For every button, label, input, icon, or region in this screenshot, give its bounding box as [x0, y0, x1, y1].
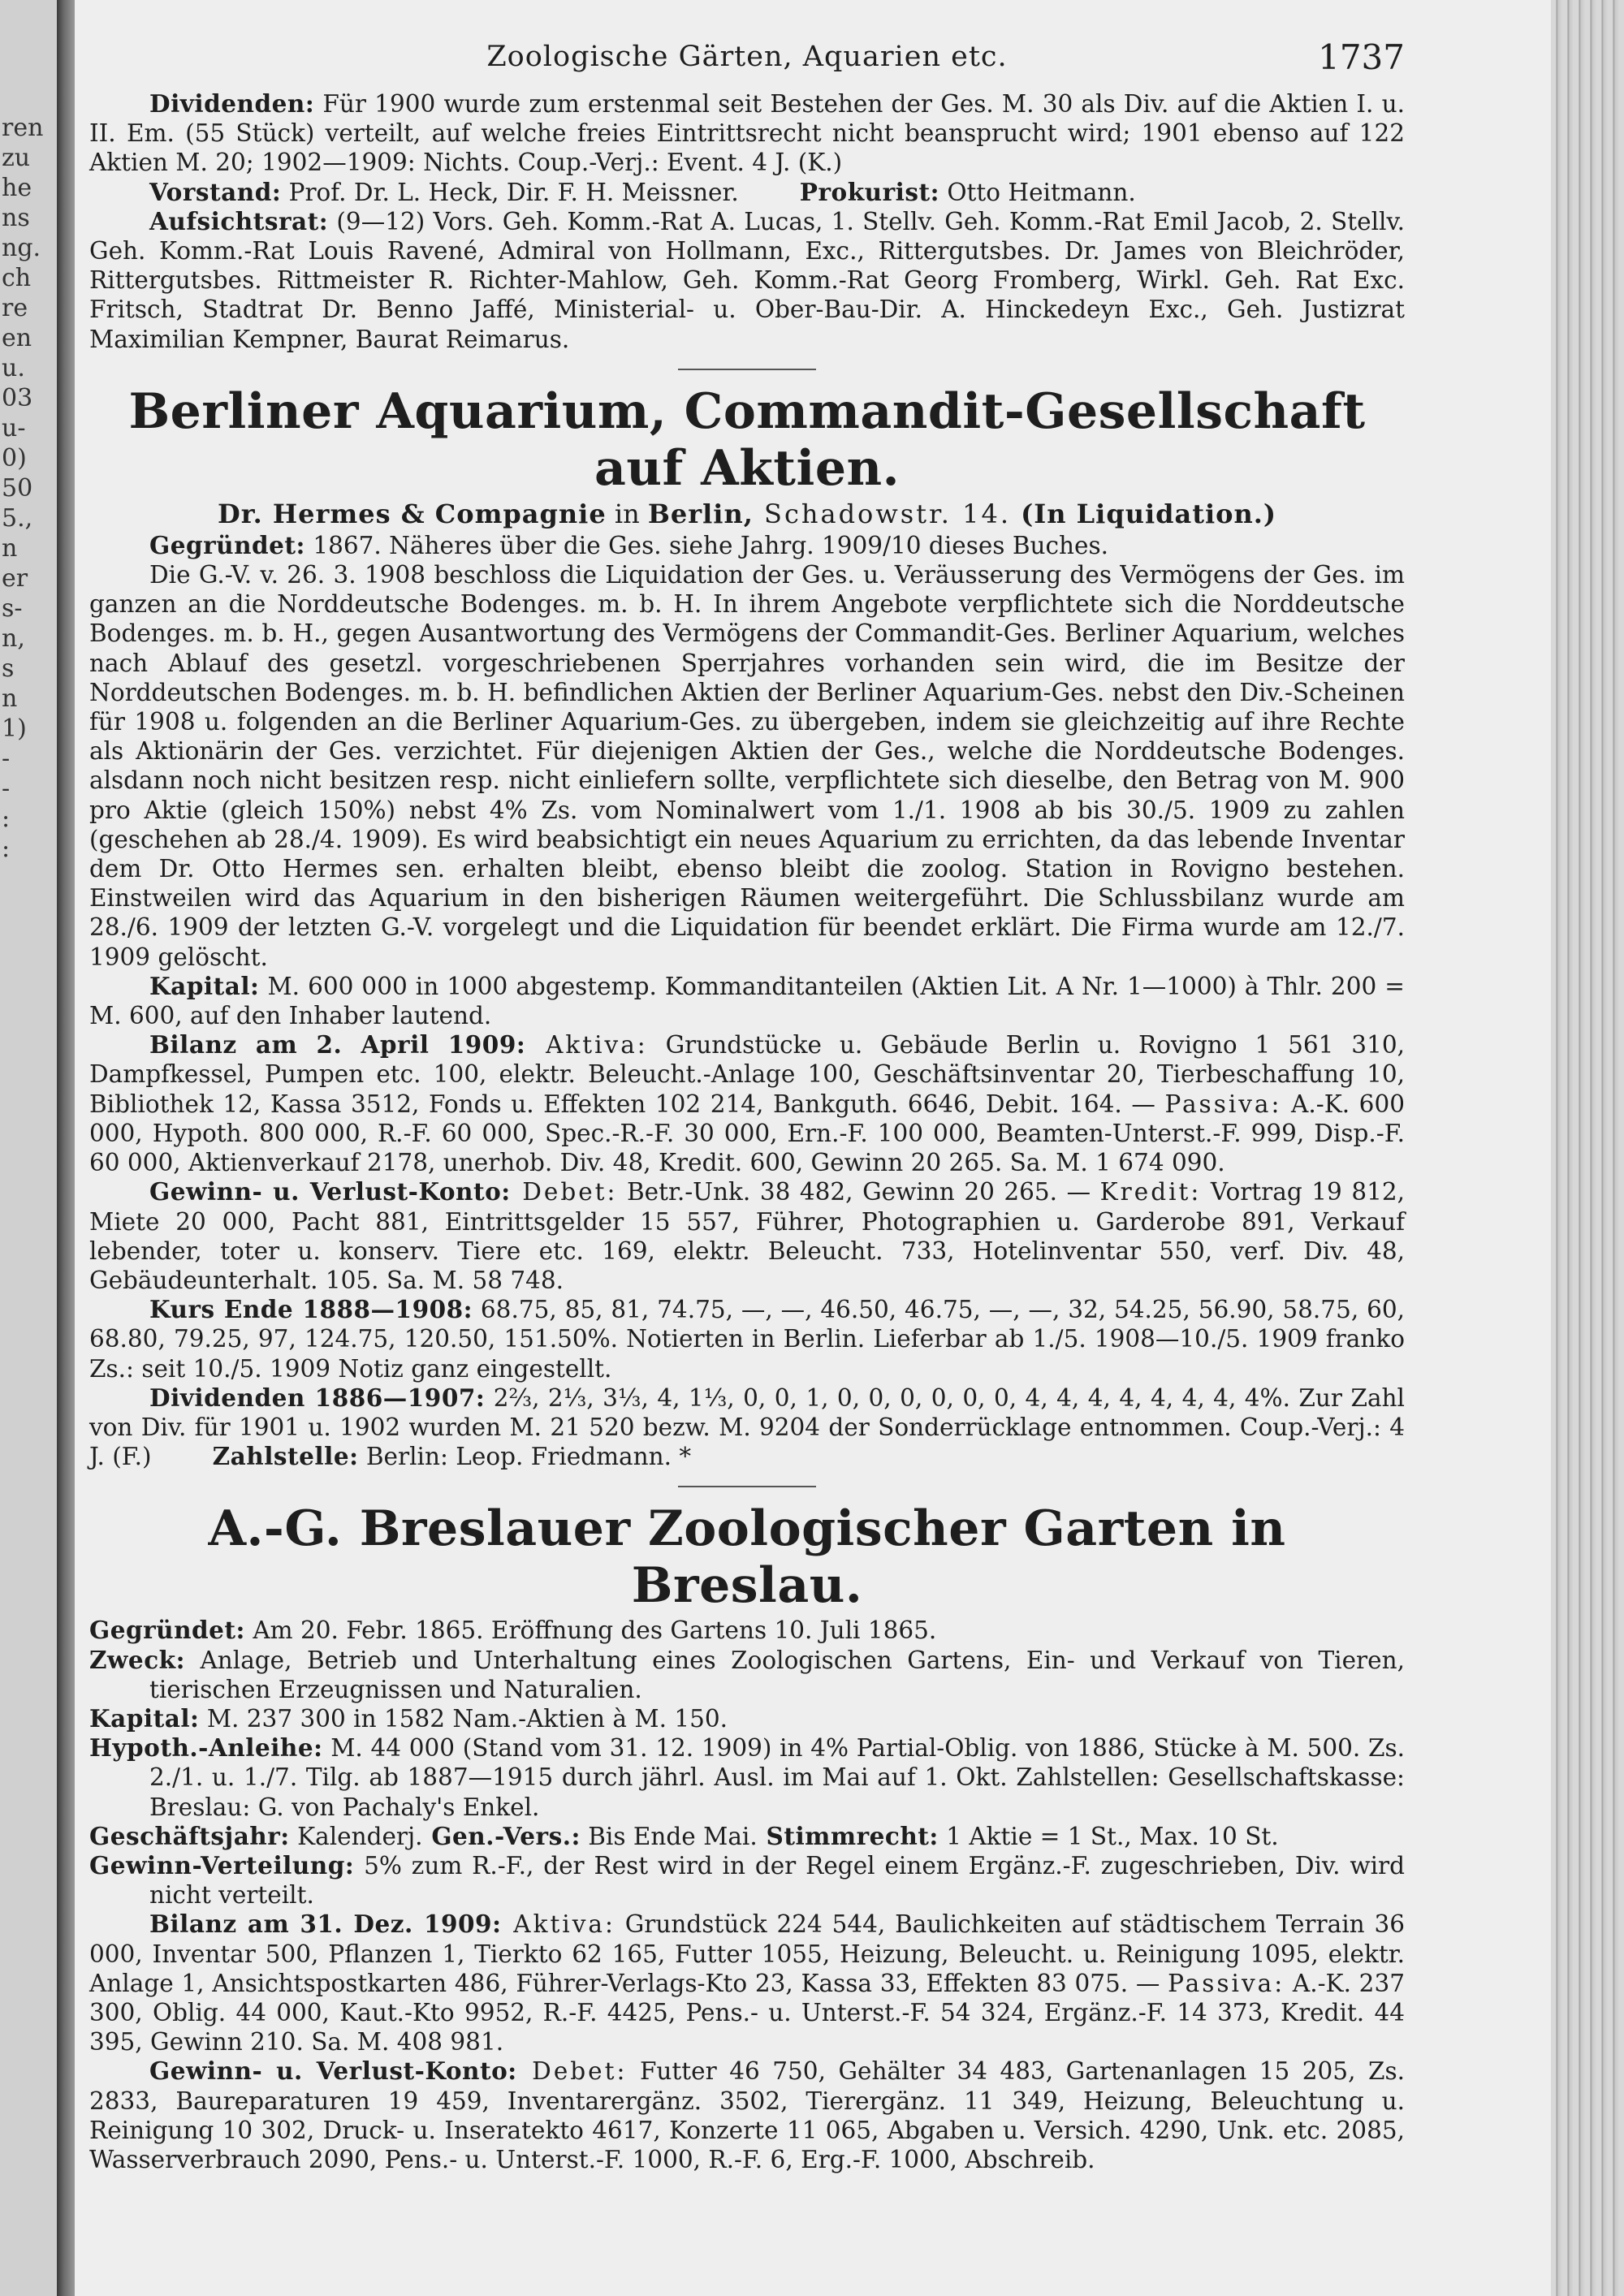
text-kurs: 68.75, 85, 81, 74.75, —, —, 46.50, 46.75, —, —, 32, 54.25, 56.90, 58.75, 60, 68.80, 79.25, 97, 124.75, 120.50, 151.50%. Notierten in Berlin. Lieferbar ab 1./5. 1908—10./5. 1909 franko Zs.: seit 10./5. 1909 Notiz ganz eingestellt.	[89, 1296, 1406, 1383]
label-aufsichtsrat: Aufsichtsrat:	[149, 206, 329, 235]
aquarium-kurs	[89, 1295, 1405, 1383]
text-prokurist: Otto Heitmann.	[939, 178, 1136, 206]
label-stimmrecht: Stimmrecht:	[757, 1821, 939, 1850]
margin-fragment: s	[2, 654, 15, 683]
breslau-guv	[89, 2056, 1405, 2174]
text-kapital: M. 237 300 in 1582 Nam.-Aktien à M. 150.	[199, 1704, 728, 1733]
label-guv: Gewinn- u. Verlust-Konto:	[149, 2056, 517, 2086]
margin-fragment: he	[2, 174, 32, 202]
label-debet: Debet:	[516, 2057, 628, 2086]
label-gen-vers: Gen.-Vers.:	[422, 1821, 581, 1850]
label-aktiva: Aktiva:	[525, 1031, 648, 1060]
breslau-gewinnverteilung	[89, 1851, 1405, 1910]
text-stimmrecht: 1 Aktie = 1 St., Max. 10 St.	[938, 1822, 1279, 1850]
text-dividenden: Für 1900 wurde zum erstenmal seit Bestehen der Ges. M. 30 als Div. auf die Aktien I. u. II. Em. (55 Stück) verteilt, auf welche freies Eintrittsrecht nicht beansprucht wird; 1901 ebenso auf 122 Aktien M. 20; 1902—1909: Nichts. Coup.-Verj.: Event. 4 J. (K.)	[89, 90, 1405, 177]
breslau-bilanz	[89, 1910, 1405, 2056]
page-number: 1737	[1318, 37, 1405, 77]
margin-fragment: -	[2, 775, 11, 803]
text-gegruendet: 1867. Näheres über die Ges. siehe Jahrg. 1909/10 dieses Buches.	[304, 531, 1108, 559]
text-kredit: Vortrag 19 812, Miete 20 000, Pacht 881, Eintrittsgelder 15 557, Führer, Photographien u. Garderobe 891, Verkauf lebender, toter u. konserv. Tiere etc. 169, elektr. Beleucht. 733, Hotelinventar 550, verf. Div. 48, Gebäudeunterhalt. 105. Sa. M. 58 748.	[89, 1178, 1405, 1294]
label-gegruendet: Gegründet:	[149, 530, 305, 559]
margin-fragment: 50	[2, 474, 33, 503]
prev-aufsichtsrat	[89, 207, 1405, 354]
margin-fragment: 03	[2, 384, 33, 412]
subtitle-status: (In Liquidation.)	[1011, 498, 1277, 529]
aquarium-kapital	[89, 972, 1405, 1030]
subtitle-company: Dr. Hermes & Compagnie	[217, 498, 607, 529]
prev-vorstand	[89, 178, 1405, 207]
text-aktiva: Grundstücke u. Gebäude Berlin u. Rovigno 1 561 310, Dampfkessel, Pumpen etc. 100, elektr. Beleucht.-Anlage 100, Geschäftsinventar 20, Tierbeschaffung 10, Bibliothek 12, Kassa 3512, Fonds u. Effekten 102 214, Bankguth. 6646, Debit. 164. —	[89, 1031, 1405, 1118]
breslau-gegruendet	[89, 1616, 1405, 1645]
text-zweck: Anlage, Betrieb und Unterhaltung eines Zoologischen Gartens, Ein- und Verkauf von Tieren, tierischen Erzeugnissen und Naturalien.	[149, 1646, 1405, 1703]
breslau-hypoth	[89, 1733, 1405, 1822]
aquarium-guv	[89, 1177, 1405, 1295]
margin-fragment: ren	[2, 114, 44, 142]
margin-fragment: 1)	[2, 714, 27, 743]
margin-fragment: :	[2, 835, 11, 863]
breslau-zweck	[89, 1646, 1405, 1704]
text-debet: Futter 46 750, Gehälter 34 483, Gartenanlagen 15 205, Zs. 2833, Baureparaturen 19 459, Inventarergänz. 3502, Tierergänz. 11 349, Heizung, Beleuchtung u. Reinigung 10 302, Druck- u. Inseratekto 4617, Konzerte 11 065, Abgaben u. Versich. 4290, Unk. etc. 2085, Wasserverbrauch 2090, Pens.- u. Unterst.-F. 1000, R.-F. 6, Erg.-F. 1000, Abschreib.	[89, 2057, 1405, 2173]
entry-title-breslau: A.-G. Breslauer Zoologischer Garten in Breslau.	[208, 1500, 1286, 1615]
margin-fragment: u.	[2, 354, 25, 382]
margin-fragment: 0)	[2, 444, 27, 473]
text-aktiva: Grundstück 224 544, Baulichkeiten auf städtischem Terrain 36 000, Inventar 500, Pflanzen 1, Tierkto 62 165, Futter 1055, Heizung, Beleucht. u. Reinigung 1095, elektr. Anlage 1, Ansichtspostkarten 486, Führer-Verlags-Kto 23, Kassa 33, Effekten 83 075. —	[89, 1910, 1405, 1997]
section-divider	[678, 1486, 816, 1487]
text-gen-vers: Bis Ende Mai.	[580, 1822, 758, 1850]
label-zahlstelle: Zahlstelle:	[212, 1442, 359, 1471]
section-divider	[678, 369, 816, 370]
text-gegruendet: Am 20. Febr. 1865. Eröffnung des Gartens 10. Juli 1865.	[244, 1616, 937, 1645]
label-kapital: Kapital:	[149, 971, 260, 1000]
margin-fragment: u-	[2, 414, 26, 442]
aquarium-body: Die G.-V. v. 26. 3. 1908 beschloss die Liquidation der Ges. u. Veräusserung des Vermögens der Ges. im ganzen an die Norddeutsche Bodenges. m. b. H. In ihrem Angebote verpflichtete sich die Norddeutsche Bodenges. m. b. H., gegen Ausantwortung des Vermögens der Commandit-Ges. Berliner Aquarium, welches nach Ablauf des gesetzl. vorgeschriebenen Sperrjahres vorhanden sein wird, die im Besitze der Norddeutschen Bodenges. m. b. H. befindlichen Aktien der Berliner Aquarium-Ges. nebst den Div.-Scheinen für 1908 u. folgenden an die Berliner Aquarium-Ges. zu übergeben, indem sie gleichzeitig auf ihre Rechte als Aktionärin der Ges. verzichtet. Für diejenigen Aktien der Ges., welche die Norddeutsche Bodenges. alsdann noch nicht besitzen resp. nicht einliefern sollte, verpflichtete sich dieselbe, den Betrag von M. 900 pro Aktie (gleich 150%) nebst 4% Zs. vom Nominalwert vom 1./1. 1908 ab bis 30./5. 1909 zu zahlen (geschehen ab 28./4. 1909). Es wird beabsichtigt ein neues Aquarium zu errichten, da das lebende Inventar dem Dr. Otto Hermes sen. erhalten bleibt, ebenso bleibt die zoolog. Station in Rovigno bestehen. Einstweilen wird das Aquarium in den bisherigen Räumen weitergeführt. Die Schlussbilanz wurde am 28./6. 1909 der letzten G.-V. vorgelegt und die Liquidation für beendet erklärt. Die Firma wurde am 12./7. 1909 gelöscht.	[89, 561, 1405, 971]
margin-fragment: ch	[2, 264, 32, 292]
prev-dividenden	[89, 89, 1405, 178]
label-bilanz: Bilanz am 2. April 1909:	[149, 1030, 526, 1060]
subtitle-city: Berlin,	[647, 498, 754, 529]
label-kurs: Kurs Ende 1888—1908:	[149, 1295, 473, 1324]
label-vorstand: Vorstand:	[149, 177, 282, 206]
text-kapital: M. 600 000 in 1000 abgestemp. Kommanditanteilen (Aktien Lit. A Nr. 1—1000) à Thlr. 200 = M. 600, auf den Inhaber lautend.	[89, 972, 1405, 1030]
margin-fragment: s-	[2, 594, 23, 623]
previous-page-margin	[0, 0, 57, 2296]
label-gegruendet: Gegründet:	[89, 1616, 245, 1645]
label-dividenden: Dividenden:	[149, 89, 315, 118]
page-edge	[1551, 0, 1624, 2296]
text-passiva: A.-K. 600 000, Hypoth. 800 000, R.-F. 60 000, Spec.-R.-F. 30 000, Ern.-F. 100 000, Beamten-Unterst.-F. 999, Disp.-F. 60 000, Aktienverkauf 2178, unerhob. Div. 48, Kredit. 600, Gewinn 20 265. Sa. M. 1 674 090.	[89, 1090, 1405, 1177]
text-vorstand: Prof. Dr. L. Heck, Dir. F. H. Meissner.	[281, 178, 739, 206]
margin-fragment: n	[2, 684, 18, 713]
text-zahlstelle: Berlin: Leop. Friedmann. *	[358, 1443, 692, 1471]
margin-fragment: er	[2, 564, 28, 593]
running-head	[89, 37, 1405, 89]
text-debet: Betr.-Unk. 38 482, Gewinn 20 265. —	[617, 1178, 1100, 1206]
label-hypoth: Hypoth.-Anleihe:	[89, 1733, 323, 1763]
breslau-kapital	[89, 1704, 1405, 1733]
label-kapital: Kapital:	[89, 1703, 200, 1733]
aquarium-gegruendet	[89, 531, 1405, 560]
label-aktiva: Aktiva:	[501, 1910, 615, 1939]
label-bilanz: Bilanz am 31. Dez. 1909:	[149, 1910, 502, 1939]
label-geschaeftsjahr: Geschäftsjahr:	[89, 1821, 290, 1850]
margin-fragment: :	[2, 805, 11, 833]
label-dividenden-hist: Dividenden 1886—1907:	[149, 1383, 486, 1412]
text-geschaeftsjahr: Kalenderj.	[289, 1822, 423, 1850]
margin-fragment: n,	[2, 624, 25, 653]
label-kredit: Kredit:	[1099, 1178, 1202, 1206]
text-aufsichtsrat: (9—12) Vors. Geh. Komm.-Rat A. Lucas, 1. Stellv. Geh. Komm.-Rat Emil Jacob, 2. Stellv. Geh. Komm.-Rat Louis Ravené, Admiral von Hollmann, Exc., Rittergutsbes. Dr. James von Bleichröder, Rittergutsbes. Rittmeister R. Richter-Mahlow, Geh. Komm.-Rat Georg Fromberg, Wirkl. Geh. Rat Exc. Fritsch, Stadtrat Dr. Benno Jaffé, Ministerial- u. Ober-Bau-Dir. A. Hinckedeyn Exc., Geh. Justizrat Maximilian Kempner, Baurat Reimarus.	[89, 207, 1405, 353]
margin-fragment: 5.,	[2, 504, 33, 533]
breslau-geschaeftsjahr	[89, 1822, 1405, 1851]
margin-fragment: zu	[2, 144, 31, 172]
text-passiva: A.-K. 237 300, Oblig. 44 000, Kaut.-Kto 9952, R.-F. 4425, Pens.- u. Unterst.-F. 54 324, Ergänz.-F. 14 373, Kredit. 44 395, Gewinn 210. Sa. M. 408 981.	[89, 1969, 1405, 2056]
book-gutter	[57, 0, 75, 2296]
label-prokurist: Prokurist:	[799, 177, 939, 206]
margin-fragment: re	[2, 294, 28, 322]
label-guv: Gewinn- u. Verlust-Konto:	[149, 1177, 511, 1206]
margin-fragment: -	[2, 744, 11, 773]
running-title: Zoologische Gärten, Aquarien etc.	[486, 41, 1008, 73]
aquarium-bilanz	[89, 1030, 1405, 1177]
margin-fragment: n	[2, 534, 18, 563]
entry-title-aquarium: Berliner Aquarium, Commandit-Gesellschaft auf Aktien.	[128, 382, 1366, 497]
aquarium-dividenden	[89, 1383, 1405, 1472]
label-debet: Debet:	[510, 1178, 618, 1206]
entry-subtitle-aquarium	[89, 498, 1405, 529]
text-hypoth: M. 44 000 (Stand vom 31. 12. 1909) in 4% Partial-Oblig. von 1886, Stücke à M. 500. Zs. 2./1. u. 1./7. Tilg. ab 1887—1915 durch jährl. Ausl. im Mai auf 1. Okt. Zahlstellen: Gesellschaftskasse: Breslau: G. von Pachaly's Enkel.	[149, 1734, 1405, 1821]
text-gewinnverteilung: 5% zum R.-F., der Rest wird in der Regel einem Ergänz.-F. zugeschrieben, Div. wird nicht verteilt.	[149, 1851, 1405, 1910]
margin-fragment: ns	[2, 204, 30, 232]
subtitle-in: in	[606, 498, 648, 529]
label-passiva: Passiva:	[1168, 1969, 1285, 1997]
margin-fragment: ng.	[2, 234, 41, 262]
label-gewinnverteilung: Gewinn-Verteilung:	[89, 1850, 355, 1880]
page-content	[89, 37, 1406, 2174]
label-passiva: Passiva:	[1164, 1090, 1282, 1118]
label-zweck: Zweck:	[89, 1645, 185, 1674]
text-dividenden-hist: 2⅔, 2⅓, 3⅓, 4, 1⅓, 0, 0, 1, 0, 0, 0, 0, 0, 0, 4, 4, 4, 4, 4, 4, 4, 4%. Zur Zahl von Div. für 1901 u. 1902 wurden M. 21 520 bezw. M. 9204 der Sonderrücklage entnommen. Coup.-Verj.: 4 J. (F.)	[89, 1383, 1405, 1471]
subtitle-address: Schadowstr. 14.	[753, 498, 1011, 529]
margin-fragment: en	[2, 324, 32, 352]
